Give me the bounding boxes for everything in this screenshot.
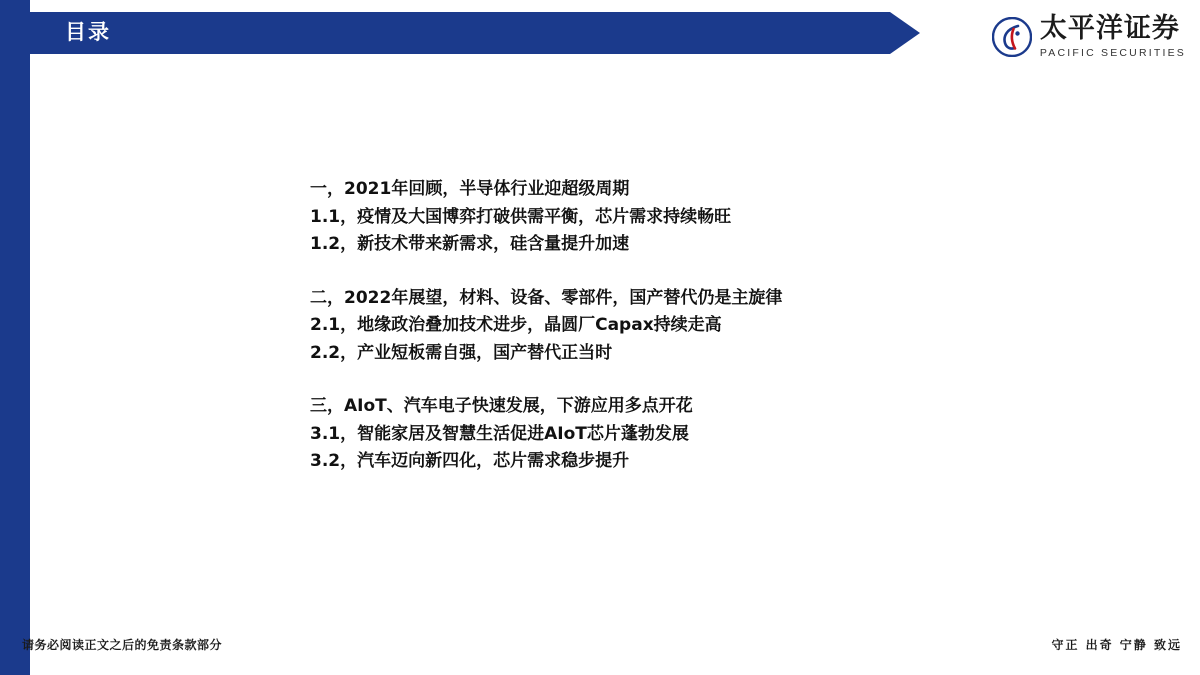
- brand-logo: [926, 8, 1186, 66]
- footer-slogan: 守正 出奇 宁静 致远: [1051, 638, 1182, 652]
- brand-name-en: PACIFIC SECURITIES: [1039, 46, 1186, 59]
- toc-item: 三，AIoT、汽车电子快速发展，下游应用多点开花: [310, 396, 693, 417]
- header-banner-shape: [30, 12, 920, 54]
- toc-item: 1.1，疫情及大国博弈打破供需平衡，芯片需求持续畅旺: [310, 206, 732, 227]
- slide-header: [30, 12, 920, 54]
- toc-item: 二，2022年展望，材料、设备、零部件，国产替代仍是主旋律: [310, 287, 783, 308]
- toc-group: [310, 393, 1110, 476]
- toc-group: [310, 176, 1110, 259]
- page-title: 目录: [65, 21, 111, 44]
- toc-item: 1.2，新技术带来新需求，硅含量提升加速: [310, 234, 630, 255]
- footer-disclaimer: 请务必阅读正文之后的免责条款部分: [22, 638, 223, 652]
- table-of-contents: [310, 176, 1110, 476]
- brand-text: [1040, 15, 1186, 58]
- toc-item: 3.2，汽车迈向新四化，芯片需求稳步提升: [310, 451, 630, 472]
- toc-item: 2.1，地缘政治叠加技术进步，晶圆厂Capax持续走高: [310, 315, 722, 336]
- pacific-securities-logo-icon: [992, 17, 1032, 57]
- toc-item: 3.1，智能家居及智慧生活促进AIoT芯片蓬勃发展: [310, 423, 689, 444]
- brand-name-cn: 太平洋证券: [1039, 13, 1180, 45]
- toc-item: 一，2021年回顾，半导体行业迎超级周期: [310, 179, 630, 199]
- toc-group: [310, 285, 1110, 368]
- toc-item: 2.2，产业短板需自强，国产替代正当时: [310, 342, 613, 363]
- left-accent-bar: [0, 0, 30, 675]
